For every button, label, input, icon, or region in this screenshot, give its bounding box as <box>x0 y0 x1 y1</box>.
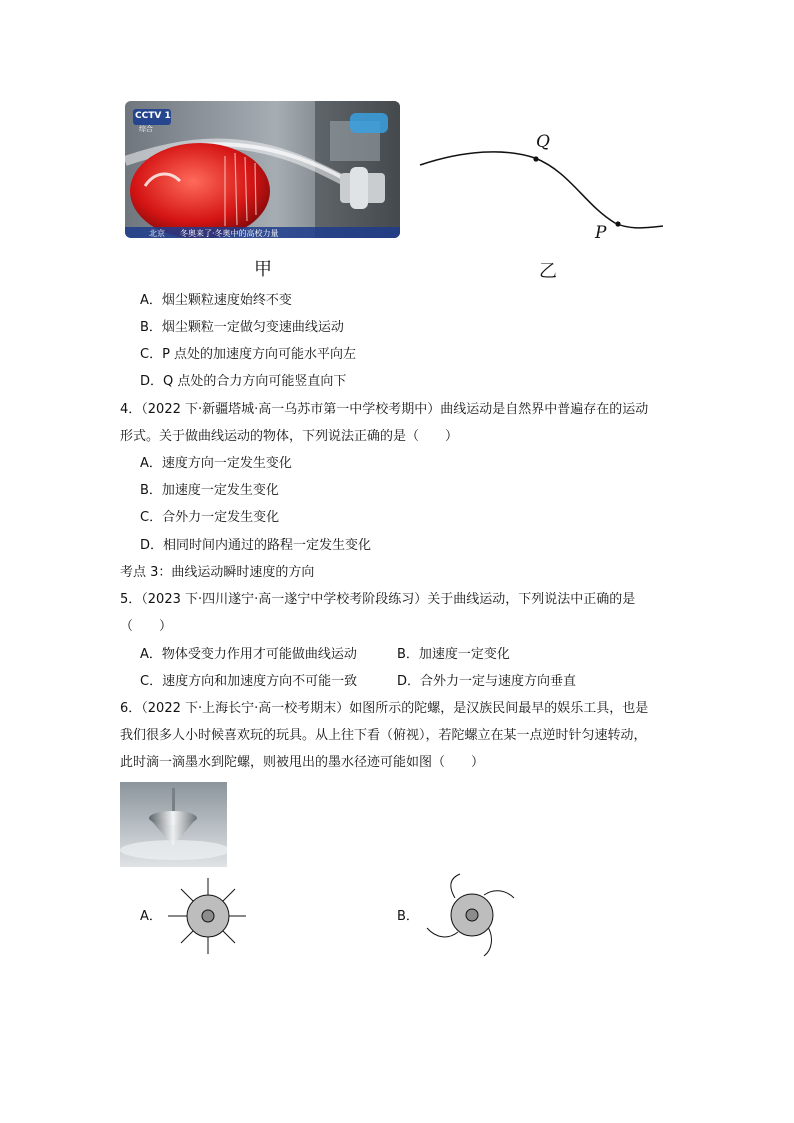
q5-option-d: D．合外力一定与速度方向垂直 <box>397 674 577 689</box>
point-p-dot <box>615 221 620 226</box>
q6-option-a-diagram <box>160 877 250 957</box>
q4-option-b: B．加速度一定发生变化 <box>140 483 279 498</box>
q6-option-a-label: A． <box>140 909 162 924</box>
figure-label-yi: 乙 <box>539 261 557 282</box>
q6-option-b-diagram <box>420 872 525 960</box>
q4-option-c: C．合外力一定发生变化 <box>140 510 280 525</box>
point-p-label: P <box>595 223 607 243</box>
section-heading-3: 考点 3：曲线运动瞬时速度的方向 <box>120 565 315 580</box>
q5-option-a: A．物体受变力作用才可能做曲线运动 <box>140 647 357 662</box>
q6-stem-line1: 6．（2022 下·上海长宁·高一校考期末）如图所示的陀螺，是汉族民间最早的娱乐工具，也是 <box>120 701 649 716</box>
q6-option-b-label: B． <box>397 909 419 924</box>
channel-sub: 综合 <box>139 125 153 133</box>
point-q-dot <box>533 156 538 161</box>
spinning-top-illustration <box>120 782 227 867</box>
smoke-photo-illustration <box>125 101 400 238</box>
q3-option-d: D．Q 点处的合力方向可能竖直向下 <box>140 374 347 389</box>
spinning-top-photo <box>120 782 227 867</box>
q4-stem-line1: 4．（2022 下·新疆塔城·高一乌苏市第一中学校考期中）曲线运动是自然界中普遍存在的运动 <box>120 402 649 417</box>
trajectory-curve <box>420 152 663 228</box>
q5-option-c: C．速度方向和加速度方向不可能一致 <box>140 674 358 689</box>
q3-option-a: A．烟尘颗粒速度始终不变 <box>140 293 292 308</box>
q4-option-a: A．速度方向一定发生变化 <box>140 456 292 471</box>
q3-option-b: B．烟尘颗粒一定做匀变速曲线运动 <box>140 320 344 335</box>
q5-stem-line1: 5．（2023 下·四川遂宁·高一遂宁中学校考阶段练习）关于曲线运动，下列说法中正确的是 <box>120 592 636 607</box>
q5-option-b: B．加速度一定变化 <box>397 647 510 662</box>
q6-stem-line2: 我们很多人小时候喜欢玩的玩具。从上往下看（俯视），若陀螺立在某一点逆时针匀速转动， <box>120 728 647 743</box>
q6-stem-line3: 此时滴一滴墨水到陀螺，则被甩出的墨水径迹可能如图（ ） <box>120 755 485 770</box>
smoke-experiment-photo <box>125 101 400 238</box>
q5-stem-line2: （ ） <box>120 619 173 634</box>
point-q-label: Q <box>536 132 550 152</box>
photo-caption-location: 北京 <box>149 229 165 238</box>
q4-stem-line2: 形式。关于做曲线运动的物体，下列说法正确的是（ ） <box>120 429 459 444</box>
figure-label-jia: 甲 <box>254 259 272 280</box>
channel-logo: CCTV 1 <box>135 111 171 121</box>
q3-option-c: C．P 点处的加速度方向可能水平向左 <box>140 347 357 362</box>
photo-caption-text: 冬奥来了·冬奥中的高校力量 <box>180 229 279 238</box>
q4-option-d: D．相同时间内通过的路程一定发生变化 <box>140 538 372 553</box>
